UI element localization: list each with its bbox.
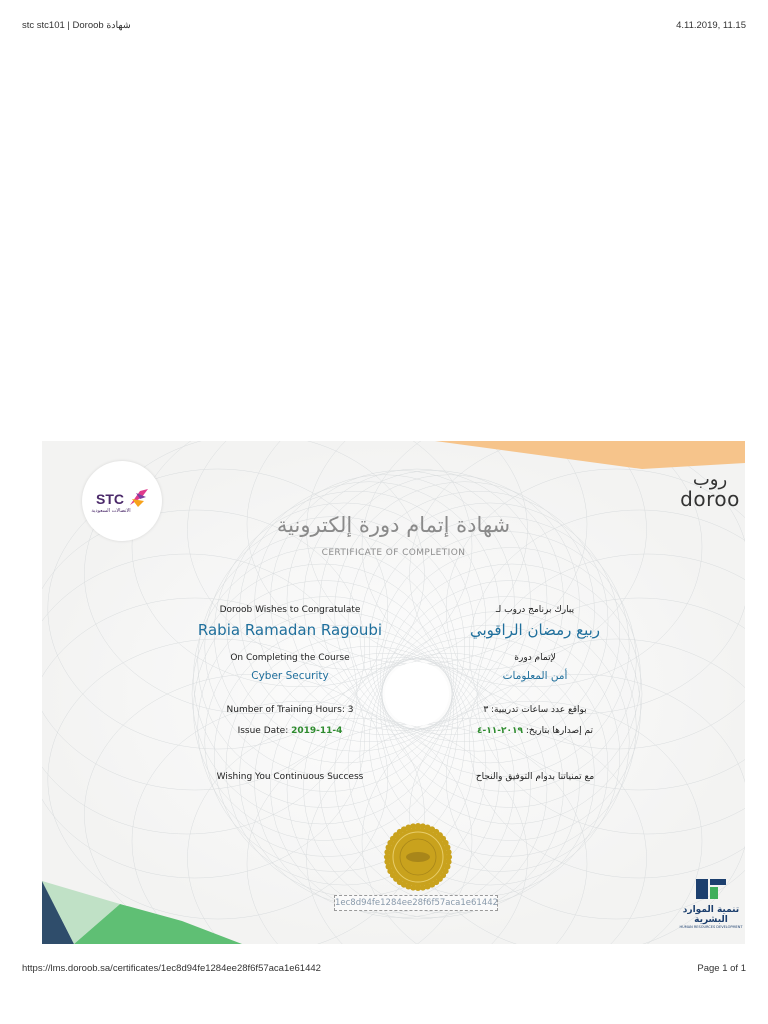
issue-date-value-en: 2019-11-4 bbox=[291, 726, 343, 736]
certificate bbox=[42, 441, 745, 944]
wish-ar: مع تمنياتنا بدوام التوفيق والنجاح bbox=[475, 772, 595, 782]
certificate-title-ar: شهادة إتمام دورة إلكترونية bbox=[276, 513, 511, 537]
doroob-logo: روب doroo bbox=[680, 469, 740, 511]
print-footer bbox=[22, 963, 746, 974]
certificate-code: 1ec8d94fe1284ee28f6f57aca1e61442 bbox=[334, 895, 498, 911]
issue-date-en bbox=[170, 726, 410, 736]
recipient-name-ar: ربيع رمضان الراقوبي bbox=[469, 621, 601, 639]
issue-date-label-ar: تم إصدارها بتاريخ: bbox=[525, 726, 593, 736]
congrats-ar: يبارك برنامج دروب لـ bbox=[495, 605, 575, 615]
issue-date-label-en: Issue Date: bbox=[237, 726, 289, 736]
training-hours-en: Number of Training Hours: 3 bbox=[226, 705, 354, 715]
stc-swoosh-icon bbox=[128, 487, 150, 509]
stc-logo: STC الاتصالات السعودية bbox=[82, 461, 162, 541]
issue-date-value-ar: ٢٠١٩-١١-٤ bbox=[477, 726, 524, 736]
course-name-en: Cyber Security bbox=[251, 670, 329, 682]
course-name-ar: أمن المعلومات bbox=[502, 670, 568, 682]
recipient-name-en: Rabia Ramadan Ragoubi bbox=[197, 621, 383, 639]
congrats-en: Doroob Wishes to Congratulate bbox=[219, 605, 361, 615]
training-hours-ar: بواقع عدد ساعات تدريبية: ٣ bbox=[483, 705, 587, 715]
print-header bbox=[22, 20, 746, 31]
completing-ar: لإتمام دورة bbox=[514, 653, 556, 663]
certificate-title-en: CERTIFICATE OF COMPLETION bbox=[321, 548, 466, 558]
print-timestamp: 4.11.2019, 11.15 bbox=[676, 20, 746, 31]
page-count: Page 1 of 1 bbox=[697, 963, 746, 974]
hrdf-logo: تنمية الموارد البشرية HUMAN RESOURCES DEVELOPMENT bbox=[679, 877, 743, 929]
wish-en: Wishing You Continuous Success bbox=[216, 772, 364, 782]
hrdf-mark-icon bbox=[694, 877, 728, 901]
gold-seal-icon bbox=[382, 821, 454, 893]
print-page-title: stc stc101 | Doroob شهادة bbox=[22, 20, 131, 31]
issue-date-ar bbox=[420, 726, 650, 736]
certificate-url: https://lms.doroob.sa/certificates/1ec8d94fe1284ee28f6f57aca1e61442 bbox=[22, 963, 321, 974]
completing-en: On Completing the Course bbox=[230, 653, 350, 663]
